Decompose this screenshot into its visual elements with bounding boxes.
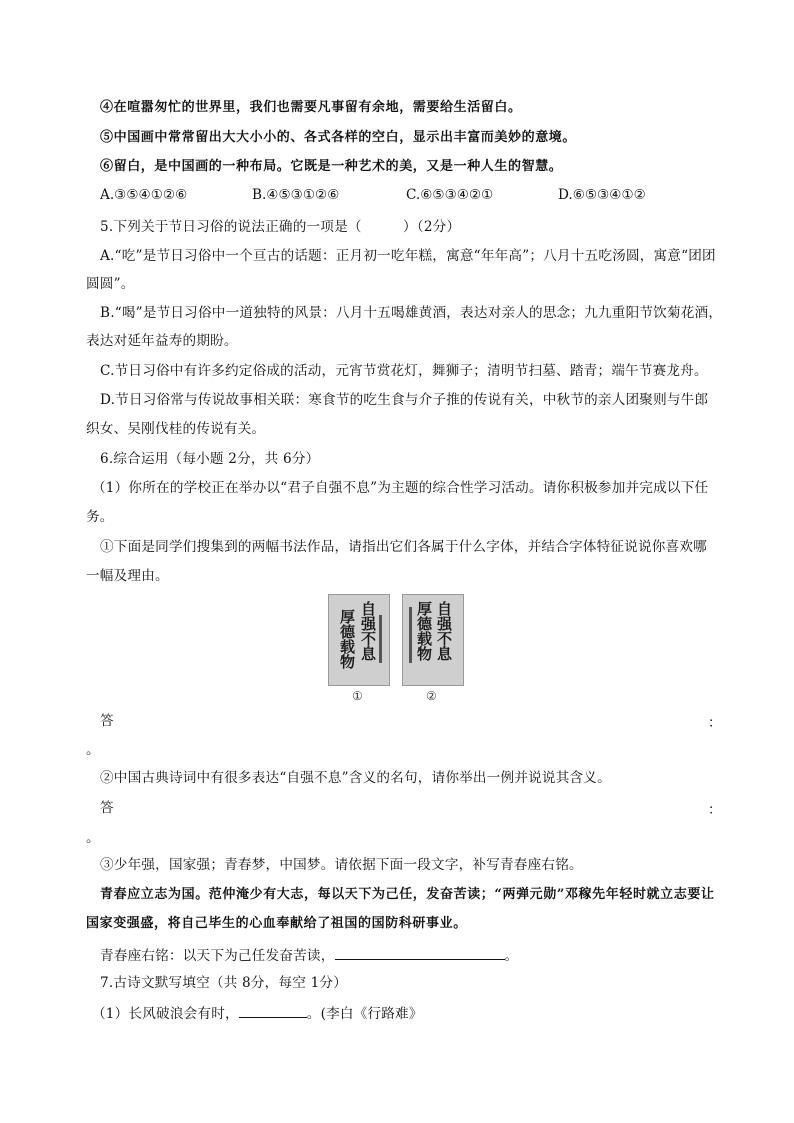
q5-option-d-line2: 织女、吴刚伐桂的传说有关。 xyxy=(86,421,266,437)
calligraphy-image-2 xyxy=(402,594,464,686)
q5-option-a-line1: A.“吃”是节日习俗中一个亘古的话题：正月初一吃年糕，寓意“年年高”；八月十五吃汤圆，寓意“团团 xyxy=(100,248,716,264)
q5-option-b-line1: B.“喝”是节日习俗中一道独特的风景：八月十五喝雄黄酒，表达对亲人的思念；九九重阳节饮菊花酒， xyxy=(100,305,723,321)
q7-line1-prefix: （1）长风破浪会有时， xyxy=(92,1006,239,1022)
option-c[interactable]: C.⑥⑤③④②① xyxy=(406,187,494,203)
calligraphy-images xyxy=(328,594,468,704)
q6-part1-line2: 务。 xyxy=(86,509,114,525)
calligraphy-2-left-column: 厚德载物 xyxy=(415,601,433,661)
option-d[interactable]: D.⑥⑤③④①② xyxy=(558,187,646,203)
answer-label-2: 答 xyxy=(100,800,114,816)
motto-end: 。 xyxy=(504,948,519,964)
q6-item2: ②中国古典诗词中有很多表达“自强不息”含义的名句，请你举出一例并说说其含义。 xyxy=(100,770,611,786)
q6-item1-line2: 一幅及理由。 xyxy=(86,568,169,584)
passage-line2: 国家变强盛，将自己毕生的心血奉献给了祖国的国防科研事业。 xyxy=(86,916,467,931)
q5-option-a-line2: 圆圆”。 xyxy=(86,276,135,292)
q5-option-d-line1: D.节日习俗常与传说故事相关联：寒食节的吃生食与介子推的传说有关，中秋节的亲人团聚则与牛郎 xyxy=(100,392,709,408)
sentence-5: ⑤中国画中常常留出大大小小的、各式各样的空白，显示出丰富而美妙的意境。 xyxy=(100,130,577,145)
passage-line1: 青春应立志为国。范仲淹少有大志，每以天下为己任，发奋苦读；“两弹元勋”邓稼先年轻时就立志要让 xyxy=(100,887,715,902)
q5-option-c: C.节日习俗中有许多约定俗成的活动，元宵节赏花灯，舞狮子；清明节扫墓、踏青；端午节赛龙舟。 xyxy=(100,363,708,379)
q5-stem: 5.下列关于节日习俗的说法正确的一项是（ ）（2分） xyxy=(100,219,461,235)
calligraphy-image-1 xyxy=(328,594,390,686)
calligraphy-1-right-column: 自强不息 xyxy=(359,601,377,661)
answer-colon-2: ： xyxy=(708,802,722,818)
q6-part1-line1: （1）你所在的学校正在举办以“君子自强不息”为主题的综合性学习活动。请你积极参加并完成以下任 xyxy=(92,480,709,496)
inscription-mark xyxy=(379,615,382,663)
q7-stem: 7.古诗文默写填空（共 8分，每空 1分） xyxy=(100,975,348,991)
image-2-caption: ② xyxy=(426,689,437,703)
option-b[interactable]: B.④⑤③①②⑥ xyxy=(252,187,340,203)
q4-options xyxy=(100,187,700,207)
motto-prefix: 青春座右铭：以天下为己任发奋苦读， xyxy=(100,948,335,964)
answer-colon-1: ： xyxy=(708,715,722,731)
q7-line1-suffix: 。(李白《行路难》 xyxy=(306,1006,423,1022)
image-1-caption: ① xyxy=(352,689,363,703)
answer-end-1: 。 xyxy=(86,742,100,758)
answer-end-2: 。 xyxy=(86,830,100,846)
q5-option-b-line2: 表达对延年益寿的期盼。 xyxy=(86,333,238,349)
motto-line xyxy=(100,944,730,966)
answer-label-1: 答 xyxy=(100,713,114,729)
calligraphy-2-right-column: 自强不息 xyxy=(435,601,453,661)
inscription-mark xyxy=(409,607,412,663)
q6-stem: 6.综合运用（每小题 2分，共 6分） xyxy=(100,451,320,467)
sentence-4: ④在喧嚣匆忙的世界里，我们也需要凡事留有余地，需要给生活留白。 xyxy=(100,100,522,115)
motto-blank[interactable] xyxy=(335,944,505,960)
option-a[interactable]: A.③⑤④①②⑥ xyxy=(100,187,188,203)
q6-item3: ③少年强，国家强；青春梦，中国梦。请依据下面一段文字，补写青春座右铭。 xyxy=(100,857,583,873)
calligraphy-1-left-column: 厚德载物 xyxy=(338,609,356,669)
q6-item1-line1: ①下面是同学们搜集到的两幅书法作品，请指出它们各属于什么字体，并结合字体特征说说你喜欢哪 xyxy=(100,539,707,555)
q7-line1 xyxy=(92,1002,722,1024)
sentence-6: ⑥留白，是中国画的一种布局。它既是一种艺术的美，又是一种人生的智慧。 xyxy=(100,159,563,174)
q7-blank-1[interactable] xyxy=(239,1002,307,1018)
